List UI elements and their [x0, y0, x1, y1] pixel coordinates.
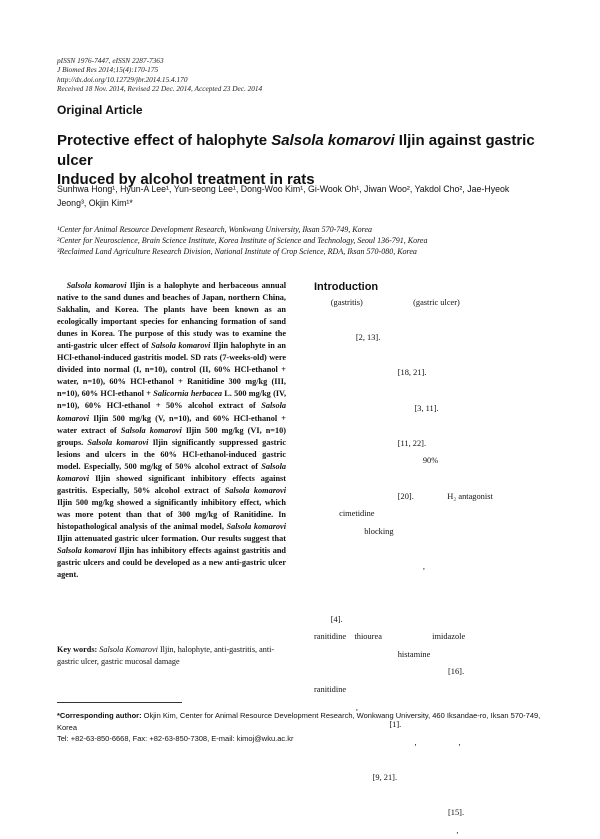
intro-line: [314, 576, 544, 594]
abstract-text: Iljin halophyte in an HCl-ethanol-induced gastritis model. SD rats (7-weeks-old) were divided into normal (I, n=10), control (II, 60% HCl-ethanol + water, n=10), 60% HCl-ethanol + Ranitidine 300 mg/kg (III, n=10), 60% HCl-ethanol +: [57, 341, 287, 399]
intro-line: [314, 312, 544, 330]
intro-line: histamine: [314, 649, 473, 659]
intro-line: [16].: [314, 667, 465, 677]
species-name: Salsola komarovi: [120, 425, 182, 435]
authors-line-1: Sunhwa Hong¹, Hyun-A Lee¹, Yun-seong Lee¹, Dong-Woo Kim¹, Gi-Wook Oh¹, Jiwan Woo², Yakdol Cho², Jae-Hyeok: [57, 184, 510, 194]
received-dates: Received 18 Nov. 2014, Revised 22 Dec. 2014, Accepted 23 Dec. 2014: [57, 83, 263, 93]
author-list: [57, 183, 557, 210]
intro-line: , ,: [314, 737, 461, 747]
affiliation-2: ²Center for Neuroscience, Brain Science Institute, Korea Institute of Science and Technology, Seoul 136-791, Korea: [57, 236, 428, 245]
intro-line: [11, 22].: [314, 438, 468, 448]
affiliation-1: ¹Center for Animal Resource Development Research, Wonkwang University, Iksan 570-749, Korea: [57, 225, 373, 234]
abstract-text: Iljin 500 mg/kg (VI, n=10) groups.: [57, 425, 287, 447]
title-line-2: Induced by alcohol treatment in rats: [57, 171, 315, 188]
issn: pISSN 1976-7447, eISSN 2287-7363: [57, 56, 164, 65]
intro-line: [20]. H₂ antagonist: [314, 491, 493, 501]
intro-line: cimetidine: [314, 509, 467, 519]
intro-line: ranitidine thiourea imidazole: [314, 632, 466, 642]
doi-link[interactable]: http://dx.doi.org/10.12729/jbr.2014.15.4.170: [57, 74, 188, 84]
species-name: Salsola komarovi: [151, 341, 211, 351]
abstract-text: Iljin 500 mg/kg (V, n=10), and 60% HCl-ethanol + water extract of: [57, 413, 286, 435]
abstract: [57, 280, 286, 581]
species-name: Salsola komarovi: [66, 281, 127, 290]
keywords: [57, 644, 286, 668]
abstract-text: Iljin significantly suppressed gastric lesions and ulcers in the 60% HCl-ethanol-induced gastric model. Especially, 500 mg/kg of 50% alcohol extract of: [57, 437, 286, 471]
authors-line-2: Jeong³, Okjin Kim¹*: [57, 197, 133, 208]
intro-line: ,: [314, 825, 459, 835]
article-title: [57, 131, 557, 190]
species-name: Salsola komarovi: [57, 401, 286, 423]
corresponding-label: *Corresponding author:: [57, 711, 142, 720]
intro-line: (gastritis) (gastric ulcer): [314, 298, 460, 307]
intro-line: [2, 13].: [314, 333, 473, 343]
intro-line: [314, 751, 544, 769]
intro-line: [1].: [314, 720, 402, 730]
species-name: Salsola komarovi: [57, 461, 286, 483]
species-name: Salsola komarovi: [224, 485, 286, 495]
abstract-text: Iljin is a halophyte and herbaceous annual native to the sand dunes and beaches of Japan, northern China, Sakhalin, and Korea. The plants have been known as an ecologically important species for enhancing formation of sand dunes in Korea. The purpose of this study was to examine the anti-gastric ulcer effect of: [57, 281, 286, 351]
intro-line: ranitidine: [314, 685, 464, 695]
intro-line: [3, 11].: [314, 403, 473, 413]
keywords-species: Salsola Komarovi: [99, 645, 158, 654]
introduction-heading: Introduction: [314, 281, 379, 293]
intro-line: [314, 540, 544, 558]
intro-line: [314, 470, 544, 488]
abstract-text: Iljin has inhibitory effects against gastritis and gastric ulcers and could be developed as a new anti-gastric ulcer agent.: [57, 546, 287, 580]
corresponding-text: Okjin Kim, Center for Animal Resource Development Research, Wonkwang University, 460 Iksandae-ro, Iksan 570-749, Korea: [57, 711, 541, 732]
intro-line: [314, 417, 544, 435]
title-part-2: Iljin against gastric ulcer: [57, 132, 535, 169]
contact-info: Tel: +82-63-850-6668, Fax: +82-63-850-7308, E-mail: kimoj@wku.ac.kr: [57, 734, 294, 743]
species-name: Salsola komarovi: [87, 437, 149, 447]
intro-line: ,: [314, 561, 476, 571]
keywords-label: Key words:: [57, 645, 98, 654]
abstract-text: Iljin showed significant inhibitory effects against gastritis. Especially, 50% alcohol extract of: [57, 473, 286, 495]
affiliation-3: ³Reclaimed Land Agriculture Research Division, National Institute of Crop Science, RDA, Iksan 570-080, Korea: [57, 247, 417, 256]
journal-citation: J Biomed Res 2014;15(4):170-175: [57, 65, 159, 75]
intro-line: [314, 787, 544, 805]
title-species: Salsola komarovi: [271, 132, 395, 149]
intro-line: blocking: [314, 526, 469, 536]
intro-line: [4].: [314, 614, 469, 624]
abstract-text: Iljin attenuated gastric ulcer formation. Our results suggest that: [57, 533, 286, 543]
title-part-1: Protective effect of halophyte: [57, 132, 272, 149]
intro-line: [314, 347, 544, 365]
abstract-text: L. 500 mg/kg (IV, n=10), 60% HCl-ethanol + 50% alcohol extract of: [57, 389, 287, 411]
intro-line: [18, 21].: [314, 368, 469, 378]
introduction-body: [314, 294, 544, 839]
species-name: Salicornia herbacea: [153, 389, 222, 399]
intro-line: [314, 382, 544, 400]
species-name: Salsola komarovi: [57, 546, 117, 556]
footnote-divider: [57, 702, 182, 703]
journal-meta: [57, 56, 477, 93]
intro-line: [15].: [314, 808, 465, 818]
abstract-text: Iljin 500 mg/kg showed a significantly inhibitory effect, which was more potent than that of 300 mg/kg of Ranitidine. In histopathological analysis of the animal model,: [57, 497, 286, 531]
keywords-text: Iljin, halophyte, anti-gastritis, anti-gastric ulcer, gastric mucosal damage: [57, 645, 275, 666]
intro-line: [314, 593, 544, 611]
affiliations: [57, 224, 557, 257]
intro-line: 90%: [314, 456, 481, 466]
correspondence: [57, 710, 557, 745]
article-type: Original Article: [57, 103, 143, 117]
species-name: Salsola komarovi: [226, 521, 286, 531]
intro-line: ,: [314, 702, 467, 712]
intro-line: [9, 21].: [314, 773, 465, 783]
